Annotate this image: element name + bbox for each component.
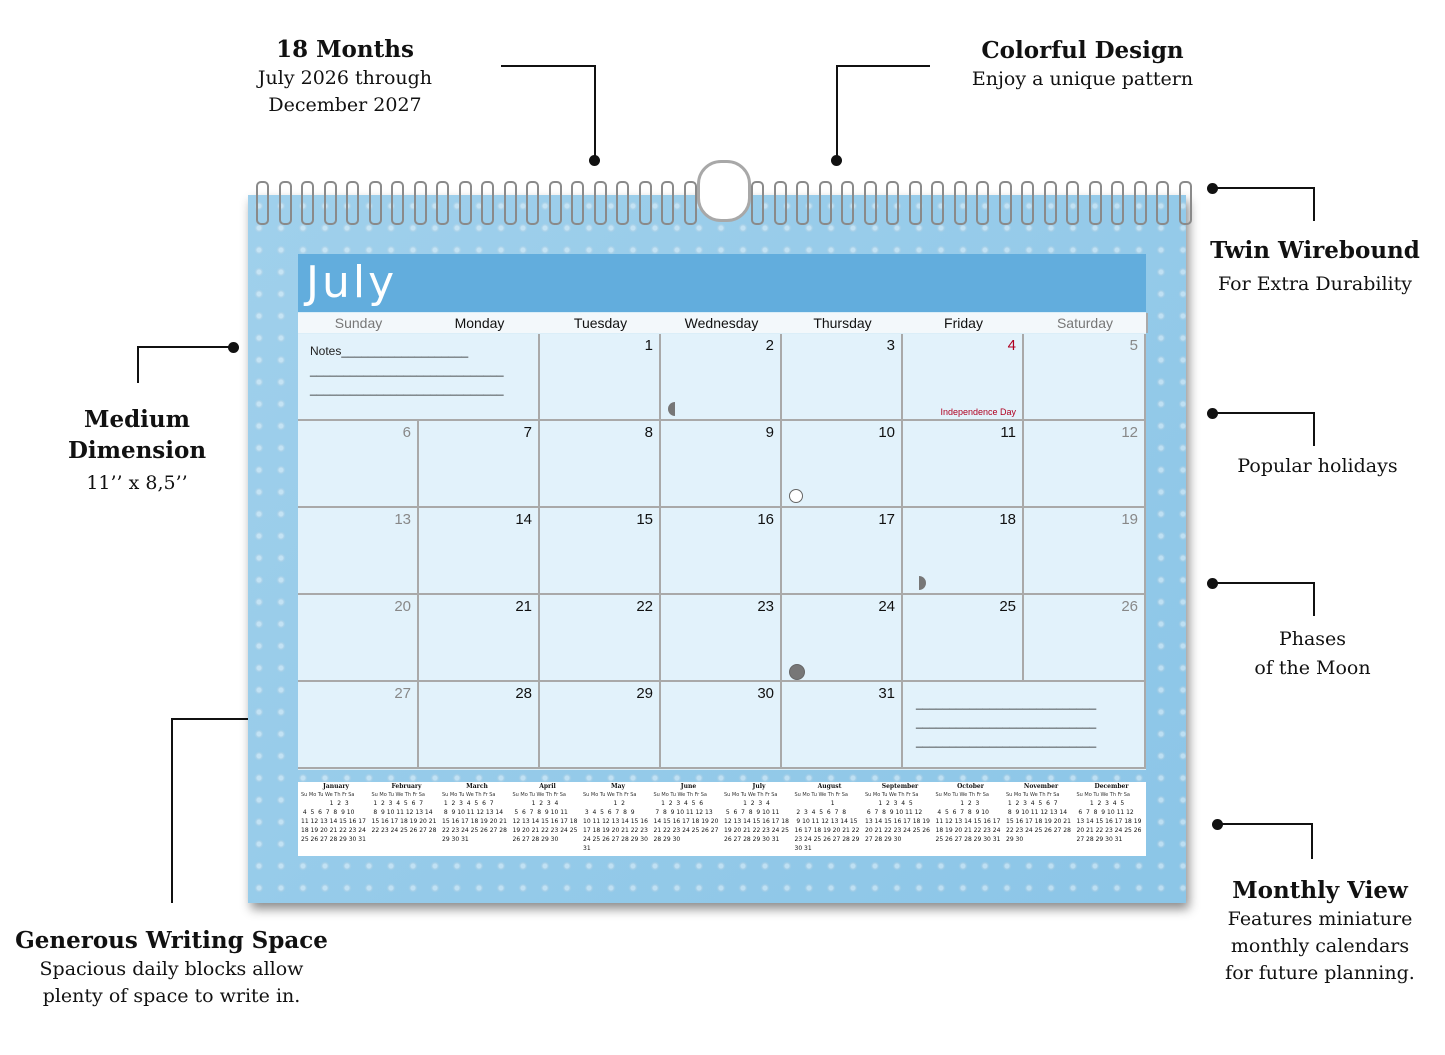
- mini-calendar-week: 15 16 17 18 19 20 21: [371, 818, 437, 825]
- day-number: 5: [1129, 337, 1138, 354]
- callout-moon: [1210, 625, 1415, 683]
- mini-calendar-week: 4 5 6 7 8 9 10: [301, 809, 355, 816]
- mini-calendar-weekdays: Su Mo Tu We Th Fr Sa: [1006, 792, 1060, 798]
- day-number: 17: [878, 511, 895, 528]
- binding-ring: [256, 181, 269, 225]
- leader-line: [137, 346, 139, 383]
- callout-dimension-title1: Medium: [84, 406, 190, 433]
- day-cell[interactable]: [298, 595, 419, 682]
- weekday-monday: Monday: [419, 313, 542, 333]
- weekday-friday: Friday: [903, 313, 1026, 333]
- callout-dimension: [52, 404, 222, 497]
- callout-moon-line2: of the Moon: [1254, 657, 1371, 679]
- day-cell[interactable]: [661, 508, 782, 595]
- day-number: 20: [394, 598, 411, 615]
- mini-calendar-month: April: [539, 783, 556, 790]
- binding-ring: [616, 181, 629, 225]
- binding-ring: [369, 181, 382, 225]
- mini-calendar-weekdays: Su Mo Tu We Th Fr Sa: [442, 792, 496, 798]
- day-cell[interactable]: [540, 595, 661, 682]
- callout-monthly-line2: monthly calendars: [1230, 935, 1410, 957]
- day-number: 31: [878, 685, 895, 702]
- mini-calendar-weekdays: Su Mo Tu We Th Fr Sa: [724, 792, 778, 798]
- mini-calendar-week: 17 18 19 20 21 22 23: [583, 827, 648, 834]
- day-number: 24: [878, 598, 895, 615]
- day-cell[interactable]: [782, 682, 903, 769]
- day-cell[interactable]: [782, 334, 903, 421]
- day-number: 3: [886, 337, 895, 354]
- day-number: 19: [1121, 511, 1138, 528]
- mini-calendar: [795, 782, 865, 856]
- mini-calendar-weekdays: Su Mo Tu We Th Fr Sa: [794, 792, 848, 798]
- day-number: 18: [999, 511, 1016, 528]
- leader-line: [1212, 582, 1315, 584]
- mini-calendar-week: 7 8 9 10 11 12 13: [653, 809, 713, 816]
- mini-calendar-week: 1 2 3 4 5: [865, 800, 913, 807]
- mini-calendar-week: 12 13 14 15 16 17 18: [512, 818, 578, 825]
- callout-months-line1: July 2026 through: [257, 67, 433, 89]
- mini-calendar-week: 19 20 21 22 23 24 25: [724, 827, 789, 834]
- mini-calendar-week: 4 5 6 7 8 9 10: [935, 809, 989, 816]
- mini-calendar-week: 11 12 13 14 15 16 17: [935, 818, 1001, 825]
- extra-notes-lines[interactable]: ___________________________ ___________________________ ___________________________: [916, 696, 1097, 748]
- weekday-sunday: Sunday: [298, 313, 421, 333]
- binding-ring: [436, 181, 449, 225]
- mini-calendar-week: 5 6 7 8 9 10 11: [724, 809, 780, 816]
- day-cell[interactable]: [903, 421, 1024, 508]
- binding-ring: [1089, 181, 1102, 225]
- callout-wirebound-desc: For Extra Durability: [1217, 273, 1413, 295]
- mini-calendar-week: 23 24 25 26 27 28 29: [794, 836, 860, 843]
- mini-calendar-week: 15 16 17 18 19 20 21: [442, 818, 507, 825]
- binding-ring: [751, 181, 764, 225]
- mini-calendar-week: 22 23 24 25 26 27 28: [371, 827, 437, 834]
- day-number: 25: [999, 598, 1016, 615]
- leader-line: [1311, 823, 1313, 859]
- mini-calendar-weekdays: Su Mo Tu We Th Fr Sa: [371, 792, 425, 798]
- full-moon-icon: [789, 489, 803, 503]
- day-cell[interactable]: [540, 334, 661, 421]
- mini-calendar-week: 18 19 20 21 22 23 24: [301, 827, 366, 834]
- day-number: 16: [757, 511, 774, 528]
- mini-calendar-month: June: [680, 783, 697, 790]
- day-cell[interactable]: [903, 334, 1024, 421]
- leader-line: [171, 718, 173, 903]
- binding-ring: [886, 181, 899, 225]
- binding-ring: [931, 181, 944, 225]
- binding-ring: [391, 181, 404, 225]
- mini-calendar-week: 1 2 3 4: [724, 800, 770, 807]
- mini-calendar-week: 1 2: [583, 800, 625, 807]
- mini-calendar-week: 30 31: [794, 845, 812, 852]
- day-cell[interactable]: [540, 421, 661, 508]
- binding-ring: [684, 181, 697, 225]
- mini-calendar-week: 1 2 3 4 5: [1076, 800, 1125, 807]
- mini-calendar-month: November: [1023, 783, 1059, 790]
- callout-wirebound: [1200, 235, 1430, 298]
- leader-line: [1212, 187, 1315, 189]
- mini-calendar-weekdays: Su Mo Tu We Th Fr Sa: [1076, 792, 1130, 798]
- callout-writing: [14, 925, 329, 1010]
- mini-calendar-week: 1 2 3: [301, 800, 349, 807]
- callout-monthly: [1205, 875, 1435, 987]
- binding-ring: [639, 181, 652, 225]
- binding-ring: [1111, 181, 1124, 225]
- day-cell[interactable]: [419, 682, 540, 769]
- binding-ring: [841, 181, 854, 225]
- weekday-saturday: Saturday: [1024, 313, 1148, 333]
- mini-calendar-week: 16 17 18 19 20 21 22: [794, 827, 860, 834]
- mini-calendar-week: 11 12 13 14 15 16 17: [301, 818, 366, 825]
- day-cell[interactable]: [1024, 508, 1146, 595]
- mini-calendar-week: 21 22 23 24 25 26 27: [653, 827, 719, 834]
- day-number: 14: [515, 511, 532, 528]
- day-number: 21: [515, 598, 532, 615]
- day-number: 12: [1121, 424, 1138, 441]
- binding-ring: [571, 181, 584, 225]
- binding-ring: [346, 181, 359, 225]
- mini-calendar-week: 2 3 4 5 6 7 8: [794, 809, 847, 816]
- mini-calendar-week: 29 30: [1006, 836, 1024, 843]
- day-number: 26: [1121, 598, 1138, 615]
- day-cell[interactable]: [661, 421, 782, 508]
- leader-line: [1217, 823, 1313, 825]
- day-number: 29: [636, 685, 653, 702]
- binding-ring: [661, 181, 674, 225]
- mini-calendar-weekdays: Su Mo Tu We Th Fr Sa: [583, 792, 637, 798]
- mini-calendar-month: October: [957, 783, 984, 790]
- callout-writing-line1: Spacious daily blocks allow: [39, 958, 304, 980]
- binding-ring: [1156, 181, 1169, 225]
- mini-calendar-week: 1 2 3: [935, 800, 980, 807]
- mini-calendar-month: March: [466, 783, 488, 790]
- callout-holidays: [1210, 453, 1425, 480]
- leader-line: [501, 65, 596, 67]
- binding-ring: [774, 181, 787, 225]
- binding-ring: [459, 181, 472, 225]
- month-header-bar: [298, 254, 1146, 312]
- mini-calendar-week: 3 4 5 6 7 8 9: [583, 809, 635, 816]
- mini-calendar-week: 26 27 28 29 30: [512, 836, 559, 843]
- binding-ring: [301, 181, 314, 225]
- binding-ring: [1134, 181, 1147, 225]
- binding-ring: [976, 181, 989, 225]
- day-number: 27: [394, 685, 411, 702]
- binding-ring: [279, 181, 292, 225]
- binding-ring: [954, 181, 967, 225]
- mini-calendar-month: May: [610, 783, 625, 790]
- notes-area[interactable]: Notes___________________ _____________________________ _____________________________: [310, 344, 504, 396]
- mini-calendar-week: 1 2 3 4 5 6: [653, 800, 704, 807]
- day-number: 30: [757, 685, 774, 702]
- mini-calendar-week: 8 9 10 11 12 13 14: [371, 809, 433, 816]
- binding-ring: [504, 181, 517, 225]
- day-number: 22: [636, 598, 653, 615]
- mini-calendar-week: 26 27 28 29 30 31: [724, 836, 780, 843]
- day-number: 28: [515, 685, 532, 702]
- day-cell[interactable]: [1024, 421, 1146, 508]
- leader-line: [1313, 412, 1315, 446]
- callout-months-title: 18 Months: [276, 36, 414, 63]
- last-quarter-moon-icon: [912, 576, 926, 590]
- mini-calendar-month: July: [752, 783, 766, 790]
- callout-wirebound-title: Twin Wirebound: [1210, 237, 1420, 264]
- mini-calendar: [372, 782, 442, 856]
- binding-ring: [909, 181, 922, 225]
- day-number: 6: [402, 424, 411, 441]
- mini-calendar: [865, 782, 935, 856]
- callout-monthly-title: Monthly View: [1232, 877, 1408, 904]
- mini-calendar: [724, 782, 794, 856]
- mini-calendar-week: 6 7 8 9 10 11 12: [1076, 809, 1134, 816]
- mini-calendar: [936, 782, 1006, 856]
- mini-calendar: [583, 782, 653, 856]
- notes-label: Notes: [310, 344, 342, 358]
- callout-months-line2: December 2027: [268, 94, 422, 116]
- hanger-hole: [697, 160, 751, 222]
- binding-ring: [324, 181, 337, 225]
- day-number: 13: [394, 511, 411, 528]
- callout-monthly-line1: Features miniature: [1227, 908, 1413, 930]
- binding-ring: [796, 181, 809, 225]
- mini-calendar-week: 27 28 29 30 31: [1076, 836, 1123, 843]
- callout-dimension-title2: Dimension: [67, 437, 207, 464]
- mini-calendar-week: 22 23 24 25 26 27 28: [442, 827, 507, 834]
- mini-calendar-weekdays: Su Mo Tu We Th Fr Sa: [301, 792, 355, 798]
- binding-ring: [864, 181, 877, 225]
- mini-calendar-week: 6 7 8 9 10 11 12: [865, 809, 923, 816]
- mini-calendar-week: 10 11 12 13 14 15 16: [583, 818, 648, 825]
- binding-ring: [819, 181, 832, 225]
- day-cell[interactable]: [1024, 595, 1146, 682]
- mini-calendar: [1006, 782, 1076, 856]
- day-number: 11: [1000, 424, 1016, 441]
- mini-calendar-week: 20 21 22 23 24 25 26: [1076, 827, 1142, 834]
- mini-calendar-week: 15 16 17 18 19 20 21: [1006, 818, 1071, 825]
- leader-line: [1313, 582, 1315, 616]
- mini-calendar-week: 5 6 7 8 9 10 11: [512, 809, 568, 816]
- day-cell[interactable]: [298, 682, 419, 769]
- mini-calendar: [1077, 782, 1147, 856]
- day-cell[interactable]: [419, 595, 540, 682]
- mini-calendar-week: 28 29 30: [653, 836, 681, 843]
- leader-line: [137, 346, 232, 348]
- mini-calendar-month: September: [881, 783, 919, 790]
- mini-calendar: [301, 782, 371, 856]
- leader-line: [1313, 187, 1315, 221]
- mini-calendars-strip: [298, 782, 1146, 856]
- mini-calendar: [442, 782, 512, 856]
- binding-ring: [414, 181, 427, 225]
- day-number: 2: [765, 337, 774, 354]
- binding-ring: [1044, 181, 1057, 225]
- leader-dot: [589, 155, 600, 166]
- mini-calendar-week: 1: [794, 800, 835, 807]
- day-number: 8: [644, 424, 653, 441]
- mini-calendar-week: 18 19 20 21 22 23 24: [935, 827, 1001, 834]
- mini-calendar-weekdays: Su Mo Tu We Th Fr Sa: [653, 792, 707, 798]
- mini-calendar-month: January: [323, 783, 349, 790]
- mini-calendar-week: 1 2 3 4: [512, 800, 559, 807]
- mini-calendar-week: 27 28 29 30: [865, 836, 902, 843]
- callout-design-desc: Enjoy a unique pattern: [971, 68, 1194, 90]
- binding-ring: [481, 181, 494, 225]
- mini-calendar-week: 1 2 3 4 5 6 7: [442, 800, 494, 807]
- mini-calendar-month: December: [1094, 783, 1129, 790]
- mini-calendar-week: 31: [583, 845, 591, 852]
- binding-ring: [594, 181, 607, 225]
- day-number: 7: [523, 424, 532, 441]
- callout-design-title: Colorful Design: [981, 37, 1184, 64]
- binding-ring: [1066, 181, 1079, 225]
- mini-calendar-week: 25 26 27 28 29 30 31: [935, 836, 1001, 843]
- mini-calendar-week: 1 2 3 4 5 6 7: [1006, 800, 1058, 807]
- callout-dimension-desc: 11’’ x 8,5’’: [86, 472, 188, 494]
- day-number: 9: [765, 424, 774, 441]
- callout-design: [960, 35, 1205, 93]
- day-cell[interactable]: [298, 421, 419, 508]
- leader-dot: [831, 155, 842, 166]
- mini-calendar-week: 1 2 3 4 5 6 7: [371, 800, 424, 807]
- weekday-tuesday: Tuesday: [540, 313, 663, 333]
- month-title: July: [306, 257, 398, 308]
- mini-calendar-week: 12 13 14 15 16 17 18: [724, 818, 789, 825]
- leader-line: [594, 65, 596, 160]
- day-number: 15: [636, 511, 653, 528]
- mini-calendar-week: 9 10 11 12 13 14 15: [794, 818, 858, 825]
- leader-line: [836, 65, 930, 67]
- binding-ring: [999, 181, 1012, 225]
- mini-calendar-week: 8 9 10 11 12 13 14: [1006, 809, 1068, 816]
- mini-calendar-week: 14 15 16 17 18 19 20: [653, 818, 719, 825]
- mini-calendar-week: 22 23 24 25 26 27 28: [1006, 827, 1071, 834]
- day-number: 10: [878, 424, 895, 441]
- weekday-thursday: Thursday: [782, 313, 905, 333]
- binding-ring: [549, 181, 562, 225]
- day-cell[interactable]: [661, 682, 782, 769]
- day-cell[interactable]: [419, 421, 540, 508]
- mini-calendar-week: 29 30 31: [442, 836, 469, 843]
- callout-writing-title: Generous Writing Space: [15, 927, 328, 954]
- mini-calendar-weekdays: Su Mo Tu We Th Fr Sa: [865, 792, 919, 798]
- day-number: 4: [1007, 337, 1016, 354]
- binding-ring: [526, 181, 539, 225]
- mini-calendar-weekdays: Su Mo Tu We Th Fr Sa: [935, 792, 989, 798]
- binding-ring: [1179, 181, 1192, 225]
- day-cell[interactable]: [540, 508, 661, 595]
- day-cell[interactable]: [540, 682, 661, 769]
- mini-calendar: [654, 782, 724, 856]
- day-number: 1: [644, 337, 653, 354]
- holiday-label: Independence Day: [940, 407, 1016, 417]
- mini-calendar-week: 13 14 15 16 17 18 19: [865, 818, 930, 825]
- mini-calendar: [513, 782, 583, 856]
- mini-calendar-month: August: [817, 783, 842, 790]
- weekday-wednesday: Wednesday: [661, 313, 784, 333]
- mini-calendar-week: 20 21 22 23 24 25 26: [865, 827, 930, 834]
- callout-months: [240, 34, 450, 119]
- binding-ring: [1021, 181, 1034, 225]
- day-number: 23: [757, 598, 774, 615]
- callout-moon-line1: Phases: [1278, 628, 1347, 650]
- day-cell[interactable]: [419, 508, 540, 595]
- leader-line: [836, 65, 838, 160]
- callout-monthly-line3: for future planning.: [1225, 962, 1415, 984]
- mini-calendar-week: 19 20 21 22 23 24 25: [512, 827, 578, 834]
- mini-calendar-weekdays: Su Mo Tu We Th Fr Sa: [512, 792, 566, 798]
- day-cell[interactable]: [903, 595, 1024, 682]
- mini-calendar-week: 13 14 15 16 17 18 19: [1076, 818, 1142, 825]
- leader-line: [1212, 412, 1315, 414]
- first-quarter-moon-icon: [668, 402, 682, 416]
- mini-calendar-week: 25 26 27 28 29 30 31: [301, 836, 366, 843]
- callout-writing-line2: plenty of space to write in.: [42, 985, 301, 1007]
- callout-holidays-desc: Popular holidays: [1237, 455, 1398, 477]
- day-cell[interactable]: [782, 508, 903, 595]
- mini-calendar-week: 8 9 10 11 12 13 14: [442, 809, 504, 816]
- day-cell[interactable]: [298, 508, 419, 595]
- day-cell[interactable]: [1024, 334, 1146, 421]
- new-moon-icon: [789, 664, 805, 680]
- mini-calendar-week: 24 25 26 27 28 29 30: [583, 836, 648, 843]
- mini-calendar-month: February: [391, 783, 422, 790]
- day-cell[interactable]: [661, 595, 782, 682]
